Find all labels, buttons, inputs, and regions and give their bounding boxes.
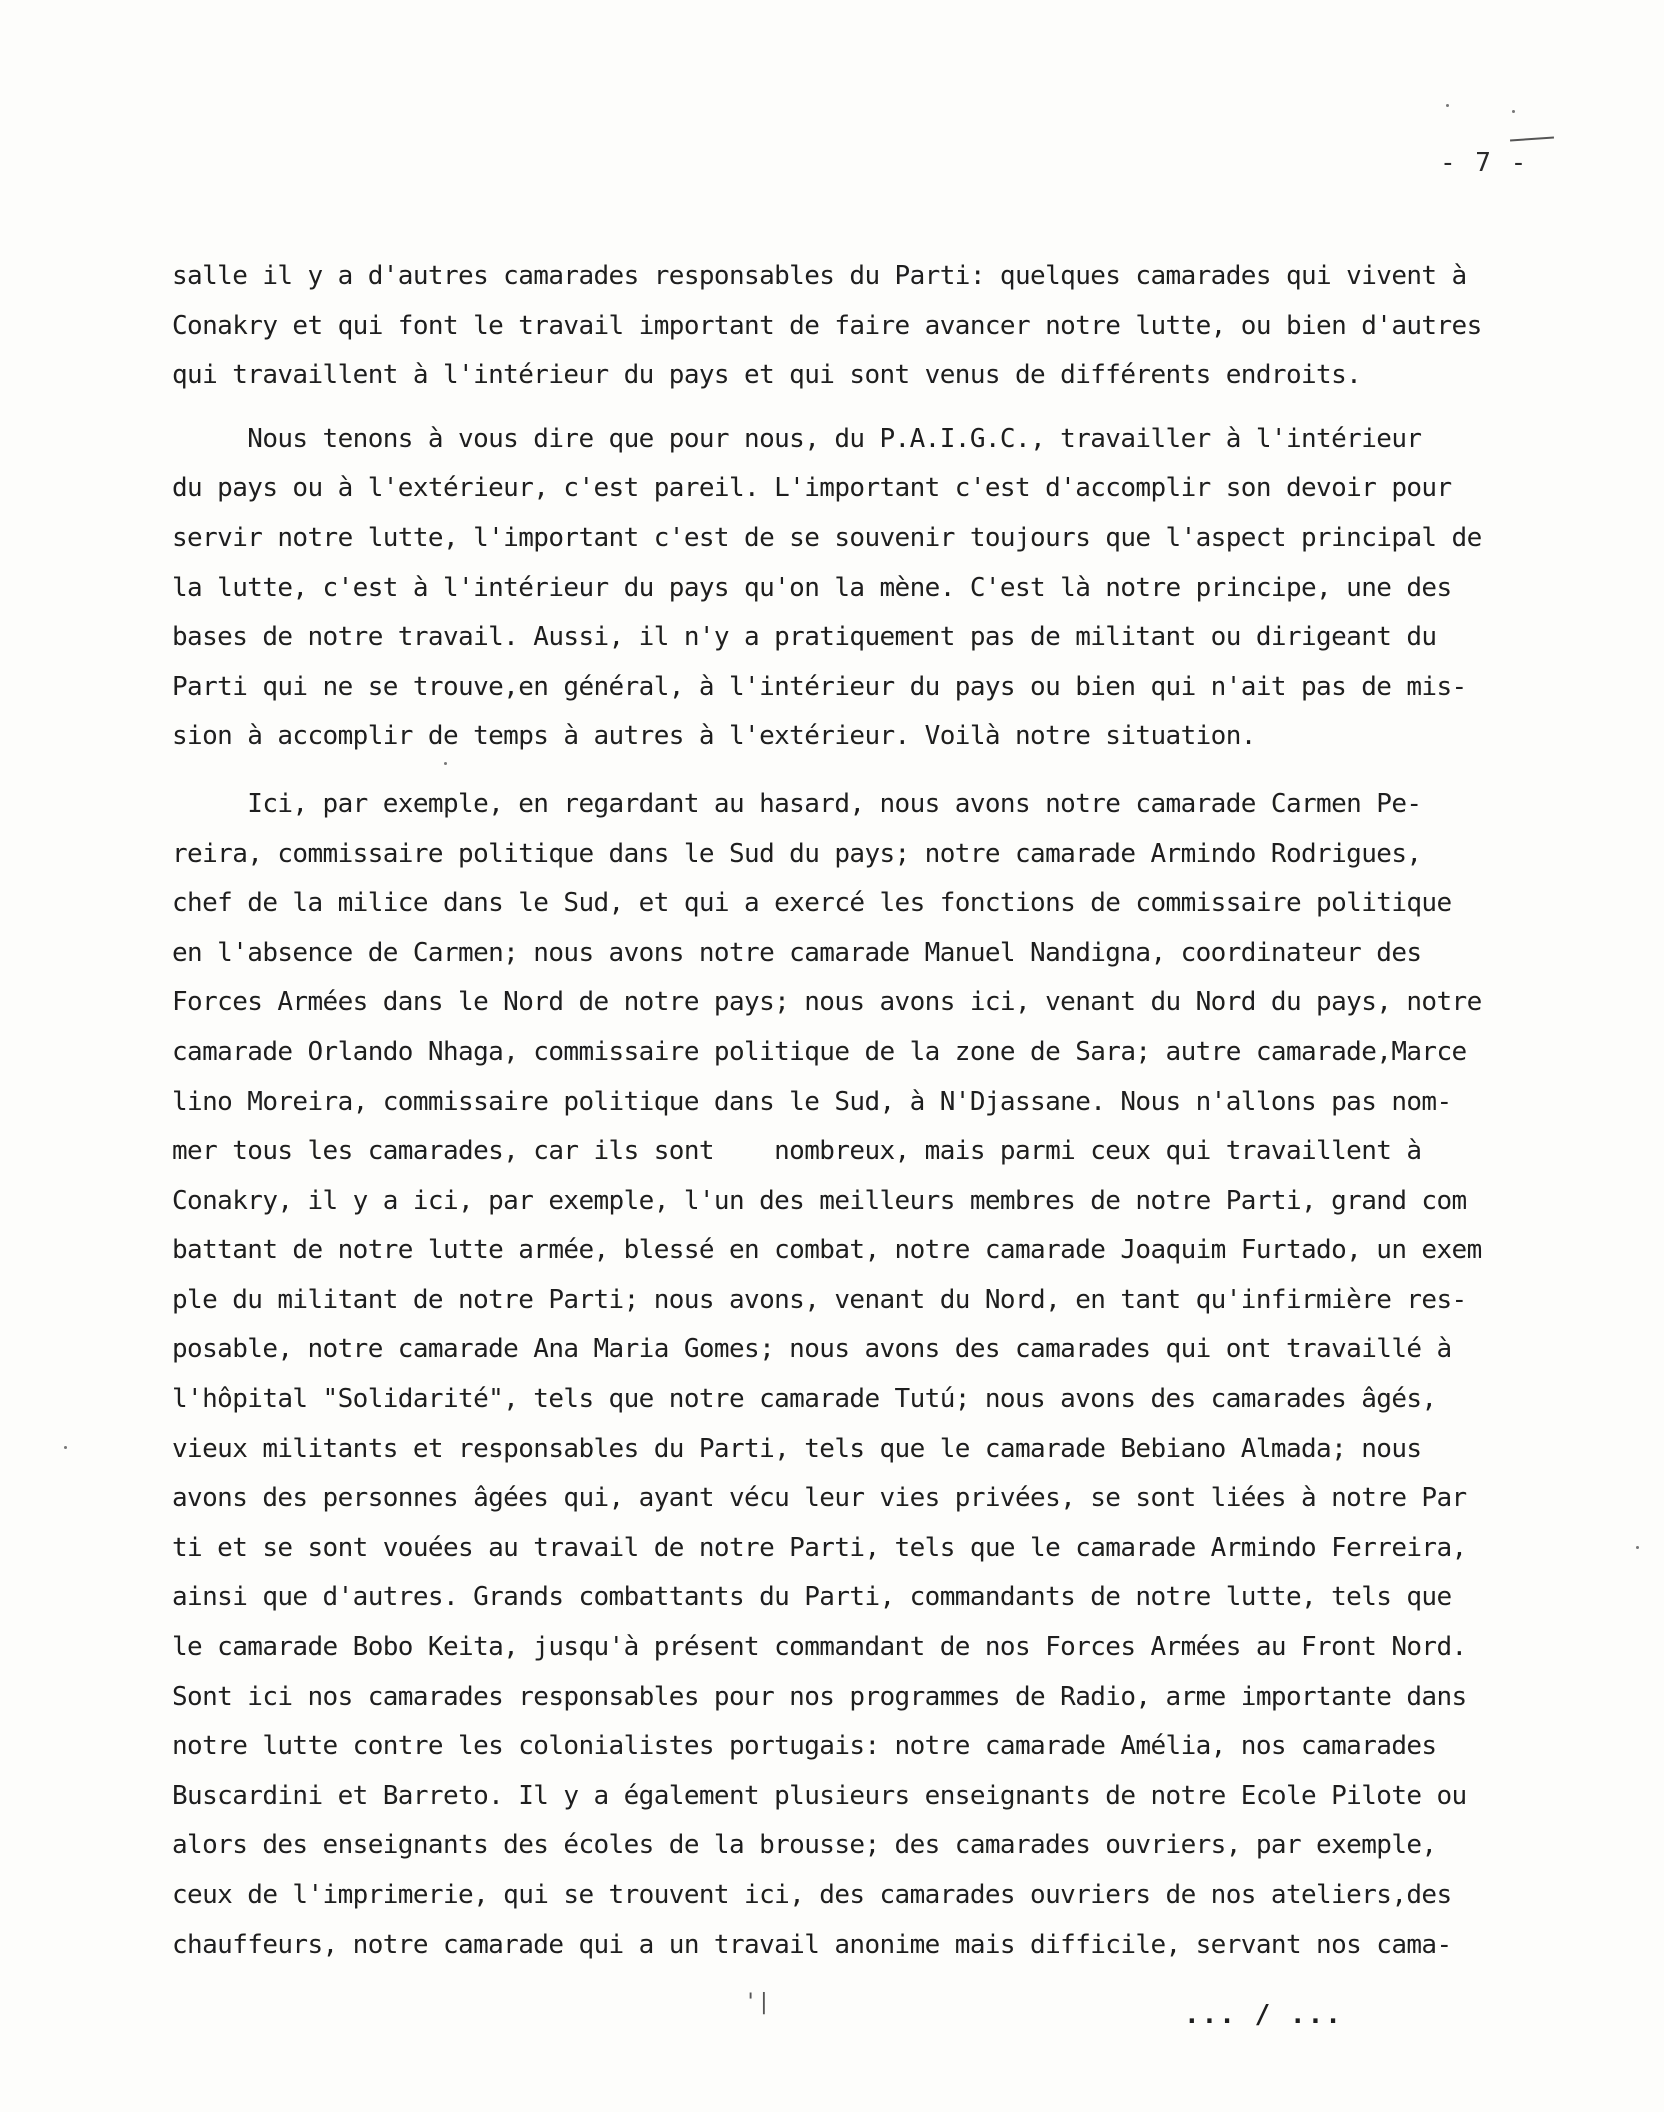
- body-text: [172, 252, 1532, 1970]
- text-line: notre lutte contre les colonialistes portugais: notre camarade Amélia, nos camarades: [172, 1731, 1437, 1762]
- text-line: le camarade Bobo Keita, jusqu'à présent commandant de nos Forces Armées au Front Nord.: [172, 1632, 1467, 1663]
- text-line: ti et se sont vouées au travail de notre Parti, tels que le camarade Armindo Ferreira,: [172, 1532, 1467, 1563]
- text-line: Buscardini et Barreto. Il y a également plusieurs enseignants de notre Ecole Pilote ou: [172, 1780, 1467, 1811]
- text-line: servir notre lutte, l'important c'est de se souvenir toujours que l'aspect principal de: [172, 522, 1482, 553]
- text-line: Parti qui ne se trouve,en général, à l'intérieur du pays ou bien qui n'ait pas de mis-: [172, 671, 1467, 702]
- text-line: en l'absence de Carmen; nous avons notre camarade Manuel Nandigna, coordinateur des: [172, 937, 1422, 968]
- text-line: chauffeurs, notre camarade qui a un travail anonime mais difficile, servant nos cama-: [172, 1929, 1452, 1960]
- text-line: Forces Armées dans le Nord de notre pays; nous avons ici, venant du Nord du pays, notre: [172, 987, 1482, 1018]
- scan-speck: [1512, 110, 1515, 113]
- text-line: mer tous les camarades, car ils sont nombreux, mais parmi ceux qui travaillent à: [172, 1136, 1422, 1167]
- text-line: posable, notre camarade Ana Maria Gomes; nous avons des camarades qui ont travaillé à: [172, 1334, 1452, 1365]
- paragraph: [172, 415, 1532, 762]
- continuation-marker: ... / ...: [1184, 2000, 1343, 2030]
- text-line: camarade Orlando Nhaga, commissaire politique de la zone de Sara; autre camarade,Marce: [172, 1036, 1467, 1067]
- text-line: qui travaillent à l'intérieur du pays et qui sont venus de différents endroits.: [172, 360, 1362, 391]
- scan-speck: [64, 1446, 67, 1449]
- footer-mark: '|: [744, 1990, 771, 2015]
- text-line: la lutte, c'est à l'intérieur du pays qu'on la mène. C'est là notre principe, une des: [172, 572, 1452, 603]
- text-line: ceux de l'imprimerie, qui se trouvent ici, des camarades ouvriers de nos ateliers,des: [172, 1880, 1452, 1910]
- scan-speck: [1446, 104, 1449, 107]
- text-line: salle il y a d'autres camarades responsables du Parti: quelques camarades qui vivent à: [172, 261, 1467, 291]
- text-line: lino Moreira, commissaire politique dans le Sud, à N'Djassane. Nous n'allons pas nom-: [172, 1086, 1452, 1117]
- text-line: Conakry et qui font le travail important de faire avancer notre lutte, ou bien d'autres: [172, 310, 1482, 341]
- text-line: vieux militants et responsables du Parti, tels que le camarade Bebiano Almada; nous: [172, 1433, 1422, 1464]
- text-line: chef de la milice dans le Sud, et qui a exercé les fonctions de commissaire politique: [172, 888, 1452, 919]
- text-line: battant de notre lutte armée, blessé en combat, notre camarade Joaquim Furtado, un exem: [172, 1235, 1482, 1266]
- text-line: alors des enseignants des écoles de la brousse; des camarades ouvriers, par exemple,: [172, 1830, 1437, 1861]
- text-line: du pays ou à l'extérieur, c'est pareil. L'important c'est d'accomplir son devoir pour: [172, 473, 1452, 504]
- text-line: Ici, par exemple, en regardant au hasard, nous avons notre camarade Carmen Pe-: [172, 788, 1422, 819]
- page-number: - 7 -: [1440, 148, 1529, 178]
- text-line: reira, commissaire politique dans le Sud du pays; notre camarade Armindo Rodrigues,: [172, 838, 1422, 869]
- page-number-underline: [1510, 136, 1554, 141]
- text-line: bases de notre travail. Aussi, il n'y a pratiquement pas de militant ou dirigeant du: [172, 622, 1437, 653]
- text-line: l'hôpital "Solidarité", tels que notre camarade Tutú; nous avons des camarades âgés,: [172, 1384, 1437, 1415]
- text-line: ple du militant de notre Parti; nous avons, venant du Nord, en tant qu'infirmière res-: [172, 1284, 1467, 1315]
- text-line: Sont ici nos camarades responsables pour nos programmes de Radio, arme importante dans: [172, 1681, 1467, 1712]
- text-line: Nous tenons à vous dire que pour nous, du P.A.I.G.C., travailler à l'intérieur: [172, 423, 1422, 454]
- text-line: Conakry, il y a ici, par exemple, l'un des meilleurs membres de notre Parti, grand com: [172, 1185, 1467, 1216]
- text-line: avons des personnes âgées qui, ayant vécu leur vies privées, se sont liées à notre Par: [172, 1483, 1467, 1514]
- scan-speck: [1636, 1546, 1639, 1549]
- text-line: ainsi que d'autres. Grands combattants du Parti, commandants de notre lutte, tels que: [172, 1582, 1452, 1613]
- paragraph: [172, 252, 1532, 401]
- text-line: sion à accomplir de temps à autres à l'extérieur. Voilà notre situation.: [172, 721, 1256, 752]
- paragraph: [172, 780, 1532, 1970]
